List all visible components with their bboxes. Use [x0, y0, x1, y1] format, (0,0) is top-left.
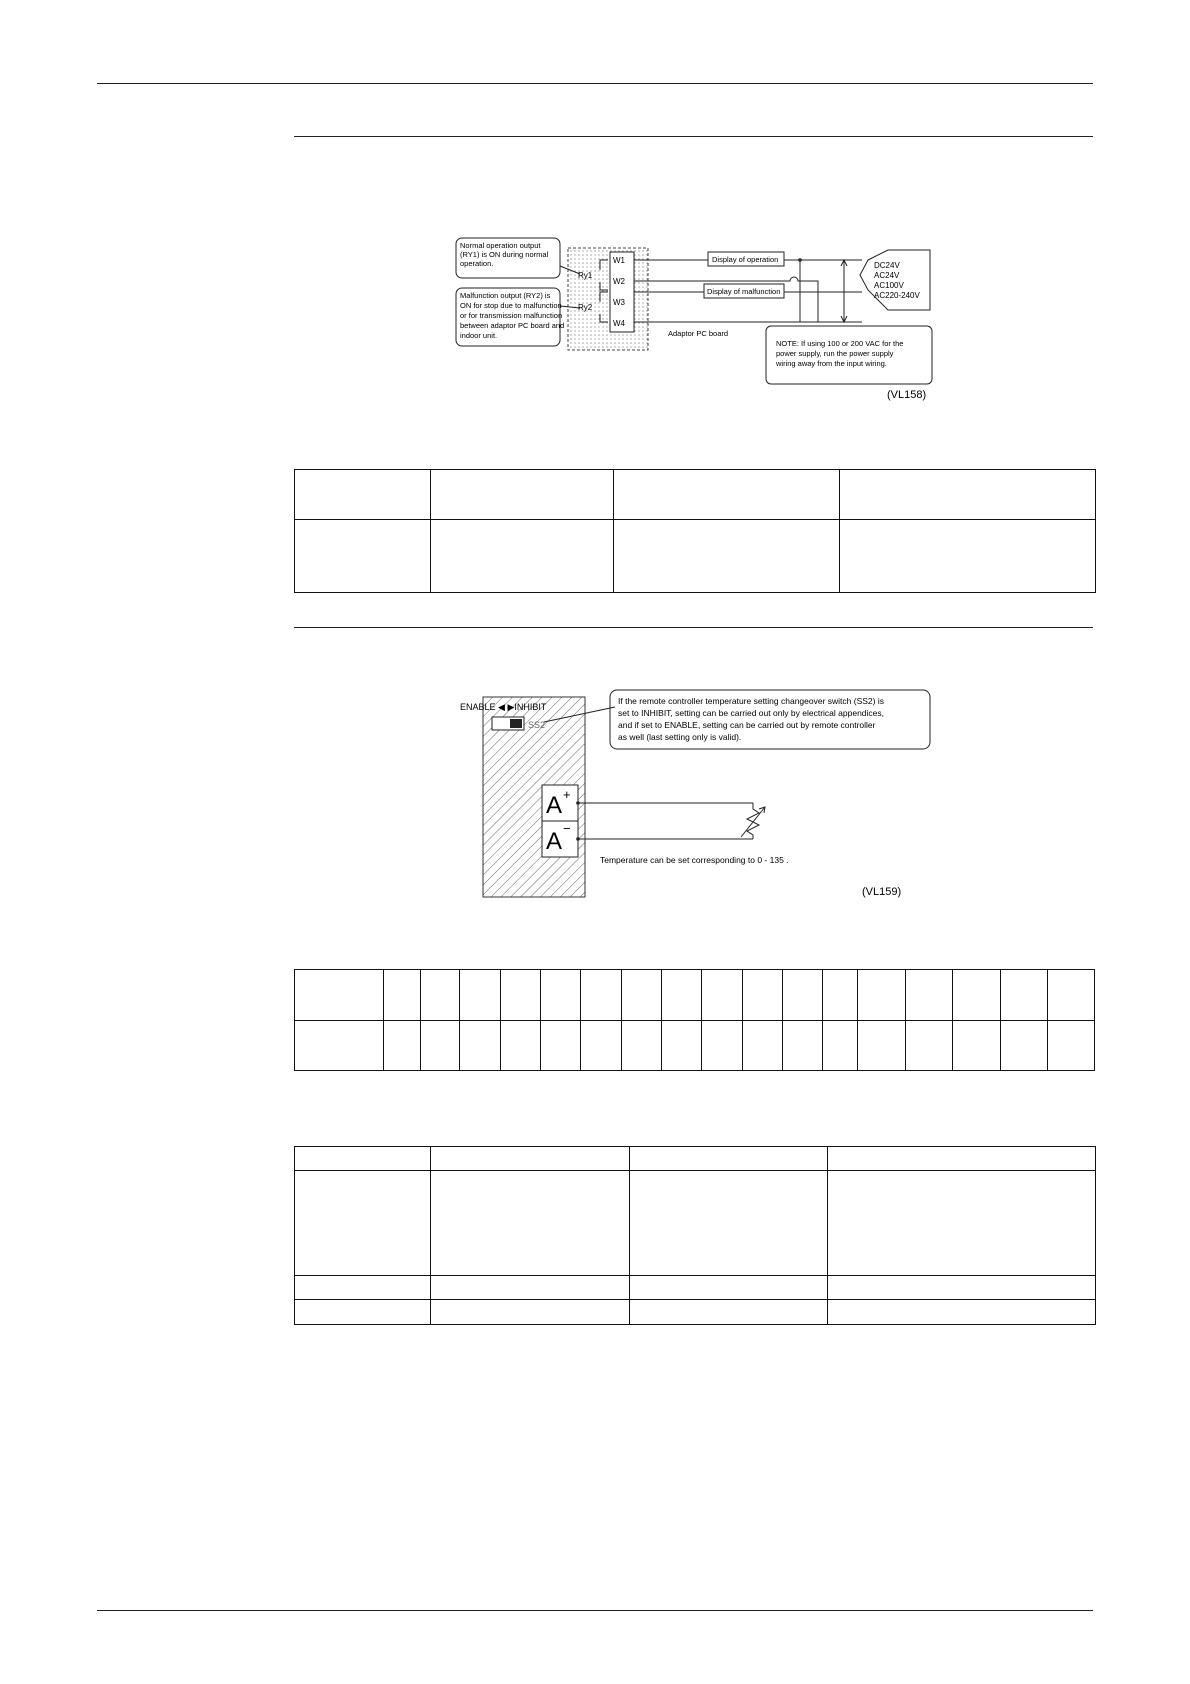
switch-label: ENABLE ◀ ▶INHIBIT — [460, 702, 547, 712]
normal-output-callout: Normal operation output (RY1) is ON during normal operation. — [460, 241, 549, 268]
table-row — [295, 1021, 1095, 1071]
relay-1-label: Ry1 — [578, 271, 593, 280]
table-row — [295, 520, 1096, 593]
table-row — [295, 1276, 1096, 1300]
display-operation-label: Display of operation — [712, 255, 779, 264]
output-wiring-diagram — [450, 230, 940, 405]
footer-rule — [97, 1610, 1093, 1611]
section-rule-1 — [294, 136, 1093, 137]
terminal-w3: W3 — [613, 298, 625, 307]
table-row — [295, 470, 1096, 520]
temperature-range-note: Temperature can be set corresponding to 0 - 135 . — [600, 855, 789, 865]
note-text: NOTE: If using 100 or 200 VAC for the power supply, run the power supply wiring away from the input wiring. — [776, 339, 904, 368]
terminal-w2: W2 — [613, 277, 625, 286]
power-supply-callout — [860, 250, 930, 310]
figure-code-vl158: (VL158) — [887, 389, 927, 401]
figure-code-vl159: (VL159) — [862, 886, 902, 898]
table-row — [295, 1300, 1096, 1325]
relay-2-label: Ry2 — [578, 303, 593, 312]
temperature-setting-diagram — [455, 685, 940, 900]
display-malfunction-label: Display of malfunction — [707, 287, 781, 296]
terminal-a-plus: A — [546, 792, 563, 819]
terminal-w1: W1 — [613, 256, 625, 265]
terminal-w4: W4 — [613, 319, 625, 328]
ss2-label: SS2 — [528, 720, 546, 730]
header-rule — [97, 83, 1093, 84]
table-row — [295, 1171, 1096, 1276]
section-rule-2 — [294, 627, 1093, 628]
malfunction-output-callout: Malfunction output (RY2) is ON for stop due to malfunction or for transmission malfunction between adaptor PC board and indoor unit. — [460, 291, 565, 340]
table-row — [295, 1147, 1096, 1171]
terminal-a-minus-sign: − — [563, 821, 571, 836]
table-row — [295, 970, 1095, 1021]
adaptor-board-area — [568, 248, 648, 350]
terminal-a-minus: A — [546, 828, 563, 855]
adaptor-board-label: Adaptor PC board — [668, 329, 729, 338]
ss2-switch-knob — [510, 719, 522, 728]
table-3 — [294, 1146, 1096, 1325]
power-options: DC24V AC24V AC100V AC220-240V — [874, 261, 920, 300]
variable-resistor — [747, 803, 759, 839]
terminal-a-plus-sign: + — [563, 787, 571, 802]
switch-callout-text: If the remote controller temperature setting changeover switch (SS2) is set to INHIBIT, setting can be carried out only by electrical appendices, and if set to ENABLE, setting can be carried out by remote controller as well (last setting only is valid). — [618, 696, 884, 742]
table-1 — [294, 469, 1096, 593]
table-2 — [294, 969, 1095, 1071]
